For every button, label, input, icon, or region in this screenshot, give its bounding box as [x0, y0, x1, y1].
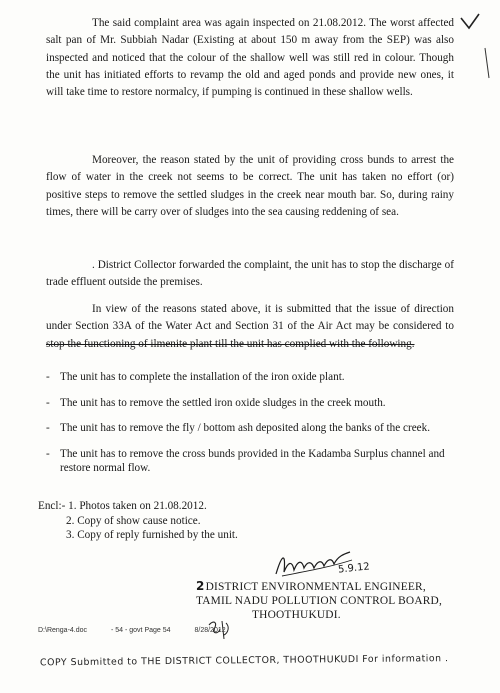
signatory-designation: 2DISTRICT ENVIRONMENTAL ENGINEER, TAMIL NADU POLLUTION CONTROL BOARD, THOOTHUKUDI.: [196, 579, 443, 622]
list-item: - The unit has to remove the fly / bottom ash deposited along the banks of the creek.: [46, 422, 431, 434]
paragraph-inspection: The said complaint area was again inspected on 21.08.2012. The worst affected salt pan of Mr. Subbiah Nadar (Existing at about 150 m away from the SEP) was also inspected and noticed that the colour of the shallow well was still red in colour. Though the unit has initiated efforts to revamp the old and aged ponds and provide new ones, it will take time to restore normalcy, if pumping is continued in these shallow wells.: [46, 17, 454, 98]
footer-info: - 54 - govt Page 54: [110, 627, 171, 634]
paragraph-cross-bunds: Moreover, the reason stated by the unit of providing cross bunds to arrest the flow of water in the creek not seems to be correct. The unit has taken no effort (or) positive steps to remove the settled sludges in the creek near mouth bar. So, during rainy times, there will be carry over of sludges into the sea causing reddening of sea.: [46, 154, 454, 218]
list-item: - The unit has to remove the settled iron oxide sludges in the creek mouth.: [46, 396, 386, 409]
list-item: - The unit has to remove the cross bunds provided in the Kadamba Surplus channel and restore normal flow.: [46, 447, 445, 474]
enclosure-item: 2. Copy of show cause notice.: [66, 514, 201, 527]
corner-check-mark-icon: [455, 8, 495, 108]
direction-text: In view of the reasons stated above, it is submitted that the issue of direction under Section 33A of the Water Act and Section 31 of the Air Act may be considered to: [46, 303, 454, 333]
handwritten-number: 2: [196, 579, 205, 593]
page-footer: [38, 627, 248, 634]
footer-date: 8/28/2012: [194, 627, 226, 634]
footer-file: D:\Renga-4.doc: [38, 627, 88, 634]
paragraph-district-collector: . District Collector forwarded the complaint, the unit has to stop the discharge of trade effluent outside the premises.: [46, 259, 454, 289]
enclosure-item: 3. Copy of reply furnished by the unit.: [66, 529, 238, 542]
enclosures: [38, 499, 238, 543]
enclosure-item: Encl:- 1. Photos taken on 21.08.2012.: [38, 500, 207, 512]
handwritten-note: COPY Submitted to THE DISTRICT COLLECTOR, THOOTHUKUDI For information .: [39, 653, 449, 669]
signature-date: 5.9.12: [337, 561, 371, 576]
requirements-list: [46, 370, 466, 487]
struck-through-text: stop the functioning of ilmenite plant till the unit has complied with the following.: [46, 337, 415, 350]
list-item: - The unit has to complete the installation of the iron oxide plant.: [46, 371, 345, 383]
paragraph-direction: [46, 301, 454, 353]
